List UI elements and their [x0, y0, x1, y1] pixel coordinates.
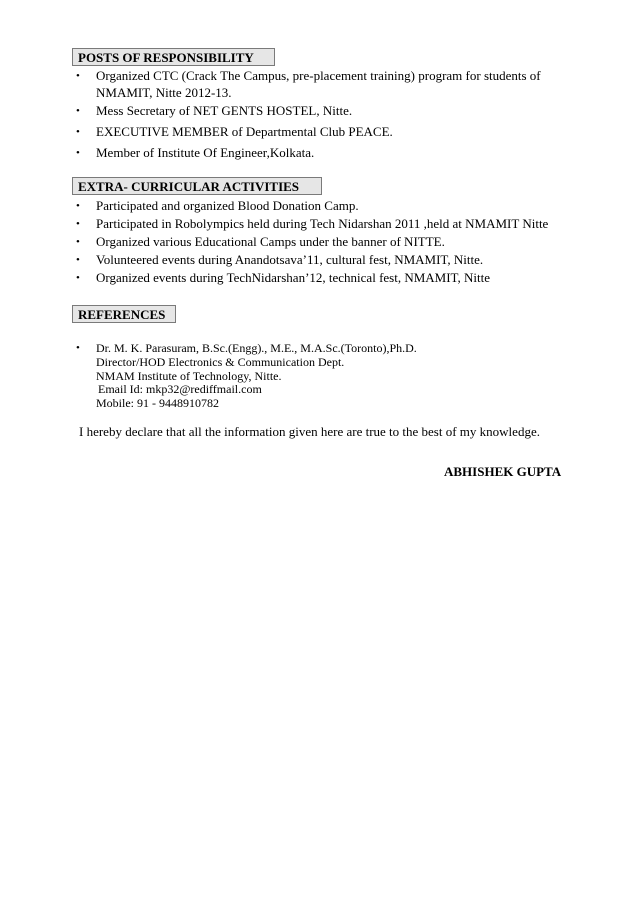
section-heading-posts: POSTS OF RESPONSIBILITY: [72, 48, 275, 66]
signature-name: ABHISHEK GUPTA: [444, 464, 562, 479]
posts-item-4: Member of Institute Of Engineer,Kolkata.: [96, 145, 315, 160]
posts-item-2: Mess Secretary of NET GENTS HOSTEL, Nitte.: [96, 103, 353, 118]
bullet-icon: •: [76, 105, 80, 117]
bullet-icon: •: [76, 126, 80, 138]
reference-title: Director/HOD Electronics & Communication Dept.: [96, 355, 345, 369]
reference-email: Email Id: mkp32@rediffmail.com: [98, 382, 262, 396]
extra-item-2: Participated in Robolympics held during Tech Nidarshan 2011 ,held at NMAMIT Nitte: [96, 216, 549, 231]
bullet-icon: •: [76, 272, 80, 284]
bullet-icon: •: [76, 342, 80, 354]
reference-institute: NMAM Institute of Technology, Nitte.: [96, 369, 282, 383]
bullet-icon: •: [76, 236, 80, 248]
posts-item-1-line-1: Organized CTC (Crack The Campus, pre-placement training) program for students of: [96, 68, 541, 83]
bullet-icon: •: [76, 70, 80, 82]
extra-item-1: Participated and organized Blood Donation Camp.: [96, 198, 359, 213]
bullet-icon: •: [76, 254, 80, 266]
section-heading-references: REFERENCES: [72, 305, 176, 323]
bullet-icon: •: [76, 147, 80, 159]
extra-item-3: Organized various Educational Camps under the banner of NITTE.: [96, 234, 445, 249]
bullet-icon: •: [76, 200, 80, 212]
extra-item-5: Organized events during TechNidarshan’12, technical fest, NMAMIT, Nitte: [96, 270, 491, 285]
posts-item-3: EXECUTIVE MEMBER of Departmental Club PEACE.: [96, 124, 393, 139]
reference-mobile: Mobile: 91 - 9448910782: [96, 396, 219, 410]
section-heading-extra-curricular: EXTRA- CURRICULAR ACTIVITIES: [72, 177, 322, 195]
posts-item-1-line-2: NMAMIT, Nitte 2012-13.: [96, 85, 232, 100]
bullet-icon: •: [76, 218, 80, 230]
declaration-text: I hereby declare that all the information given here are true to the best of my knowledge.: [79, 424, 540, 439]
reference-name: Dr. M. K. Parasuram, B.Sc.(Engg)., M.E., M.A.Sc.(Toronto),Ph.D.: [96, 341, 417, 355]
extra-item-4: Volunteered events during Anandotsava’11, cultural fest, NMAMIT, Nitte.: [96, 252, 484, 267]
